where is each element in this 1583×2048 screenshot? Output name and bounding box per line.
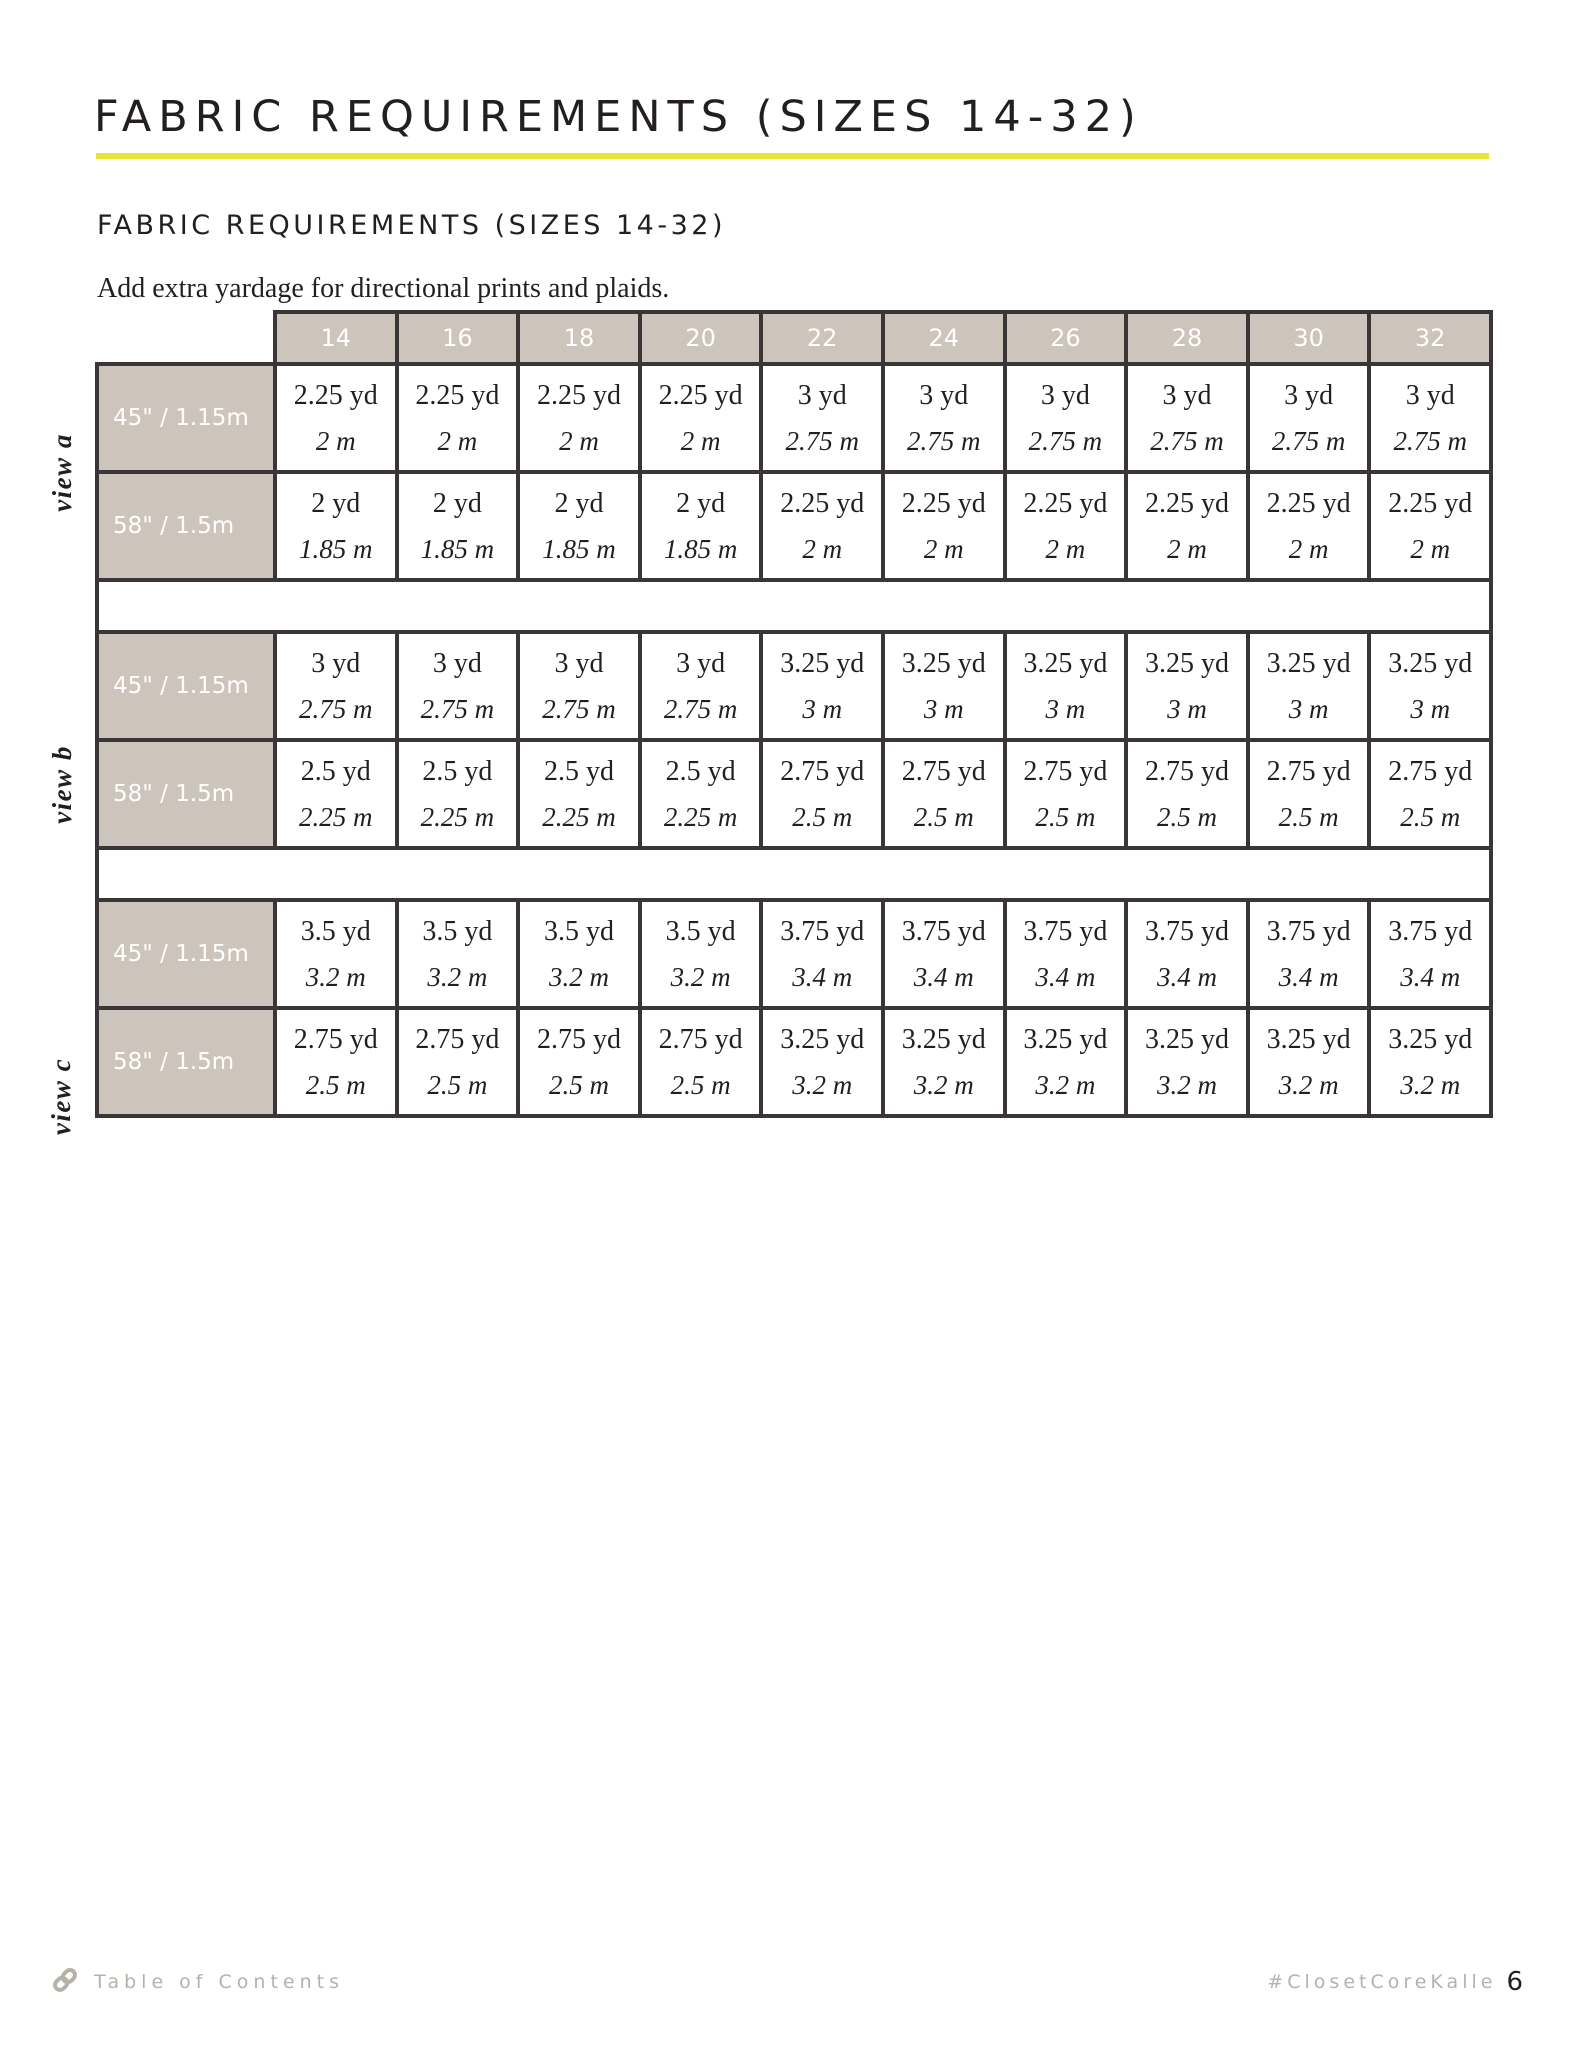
- yardage-value: 2.25 yd: [1388, 487, 1473, 519]
- yardage-value: 3 yd: [432, 647, 482, 679]
- meters-value: 2.75 m: [1028, 425, 1103, 456]
- view-label-a: view a: [46, 432, 77, 512]
- meters-value: 2.5 m: [548, 1069, 609, 1100]
- size-header-18: 18: [520, 314, 638, 362]
- yardage-value: 2.75 yd: [1266, 755, 1351, 787]
- table-grid: [99, 314, 1489, 1100]
- requirement-cell: [1371, 474, 1489, 578]
- meters-value: 2.5 m: [1400, 801, 1461, 832]
- yardage-value: 2.5 yd: [543, 755, 614, 787]
- yardage-value: 3.25 yd: [1023, 647, 1108, 679]
- meters-value: 2.75 m: [420, 693, 495, 724]
- size-header-30: 30: [1250, 314, 1368, 362]
- size-header-28: 28: [1128, 314, 1246, 362]
- meters-value: 3.2 m: [913, 1069, 974, 1100]
- yardage-value: 2.75 yd: [1144, 755, 1229, 787]
- yardage-value: 3.5 yd: [665, 915, 736, 947]
- yardage-value: 2.25 yd: [658, 379, 743, 411]
- meters-value: 1.85 m: [420, 533, 495, 564]
- requirement-cell: [520, 742, 638, 846]
- meters-value: 3.2 m: [1278, 1069, 1339, 1100]
- yardage-value: 2.75 yd: [415, 1023, 500, 1055]
- yardage-value: 3.25 yd: [1023, 1023, 1108, 1055]
- yardage-value: 2.75 yd: [780, 755, 865, 787]
- requirement-cell: [399, 366, 517, 470]
- requirement-cell: [1371, 902, 1489, 1006]
- yardage-value: 3.25 yd: [1144, 1023, 1229, 1055]
- meters-value: 2.5 m: [1035, 801, 1096, 832]
- header-corner: [99, 314, 273, 362]
- yardage-value: 2.75 yd: [536, 1023, 621, 1055]
- yardage-value: 3 yd: [311, 647, 361, 679]
- fabric-width-label: 58" / 1.5m: [99, 474, 273, 578]
- meters-value: 3 m: [923, 693, 964, 724]
- yardage-value: 2.25 yd: [536, 379, 621, 411]
- yardage-value: 2.25 yd: [293, 379, 378, 411]
- meters-value: 2.75 m: [663, 693, 738, 724]
- yardage-value: 2.5 yd: [422, 755, 493, 787]
- requirement-cell: [520, 902, 638, 1006]
- fabric-requirements-table: [46, 314, 1489, 1135]
- fabric-width-label: 58" / 1.5m: [99, 742, 273, 846]
- requirement-cell: [399, 742, 517, 846]
- requirement-cell: [885, 902, 1003, 1006]
- requirement-cell: [1250, 742, 1368, 846]
- view-label-c: view c: [46, 1057, 77, 1135]
- requirement-cell: [1250, 474, 1368, 578]
- meters-value: 2.25 m: [542, 801, 616, 832]
- yardage-value: 3.75 yd: [1388, 915, 1473, 947]
- yardage-value: 2.25 yd: [780, 487, 865, 519]
- requirement-cell: [885, 1010, 1003, 1114]
- meters-value: 3.4 m: [1278, 961, 1339, 992]
- yardage-value: 2.75 yd: [293, 1023, 378, 1055]
- meters-value: 3.2 m: [1400, 1069, 1461, 1100]
- yardage-value: 3.5 yd: [300, 915, 371, 947]
- size-header-26: 26: [1007, 314, 1125, 362]
- yardage-value: 2.75 yd: [1023, 755, 1108, 787]
- requirement-cell: [1128, 634, 1246, 738]
- meters-value: 3.2 m: [427, 961, 488, 992]
- meters-value: 2.25 m: [299, 801, 373, 832]
- yardage-value: 2.75 yd: [901, 755, 986, 787]
- yardage-value: 2.25 yd: [1266, 487, 1351, 519]
- meters-value: 2.5 m: [1278, 801, 1339, 832]
- yardage-value: 2 yd: [676, 487, 726, 519]
- fabric-width-label: 45" / 1.15m: [99, 902, 273, 1006]
- yardage-value: 2.5 yd: [665, 755, 736, 787]
- requirement-cell: [277, 474, 395, 578]
- requirement-cell: [1371, 742, 1489, 846]
- meters-value: 2 m: [1410, 533, 1451, 564]
- meters-value: 2.75 m: [1150, 425, 1224, 456]
- yardage-value: 2.25 yd: [901, 487, 986, 519]
- requirement-cell: [1007, 634, 1125, 738]
- yardage-value: 2.25 yd: [415, 379, 500, 411]
- meters-value: 3.2 m: [305, 961, 366, 992]
- requirement-cell: [1007, 366, 1125, 470]
- size-header-16: 16: [399, 314, 517, 362]
- meters-value: 2 m: [802, 533, 843, 564]
- meters-value: 2 m: [1045, 533, 1086, 564]
- yardage-value: 3.25 yd: [901, 647, 986, 679]
- yardage-value: 2.25 yd: [1144, 487, 1229, 519]
- requirement-cell: [1007, 1010, 1125, 1114]
- requirement-cell: [1128, 742, 1246, 846]
- requirement-cell: [763, 474, 881, 578]
- page-title: FABRIC REQUIREMENTS (SIZES 14-32): [94, 92, 1143, 142]
- yardage-value: 3.75 yd: [1266, 915, 1351, 947]
- yardage-value: 3.5 yd: [543, 915, 614, 947]
- meters-value: 2.75 m: [299, 693, 373, 724]
- meters-value: 2.75 m: [907, 425, 981, 456]
- requirement-cell: [1128, 366, 1246, 470]
- meters-value: 2.75 m: [542, 693, 616, 724]
- meters-value: 2 m: [1167, 533, 1207, 564]
- requirement-cell: [1128, 474, 1246, 578]
- meters-value: 1.85 m: [663, 533, 738, 564]
- meters-value: 3.2 m: [548, 961, 609, 992]
- yardage-value: 2 yd: [554, 487, 604, 519]
- yardage-value: 3 yd: [797, 379, 847, 411]
- meters-value: 2.5 m: [427, 1069, 488, 1100]
- yardage-value: 3.25 yd: [1266, 647, 1351, 679]
- yardage-value: 3 yd: [676, 647, 726, 679]
- view-separator: [99, 582, 1489, 630]
- requirement-cell: [520, 1010, 638, 1114]
- meters-value: 2.5 m: [1156, 801, 1217, 832]
- hashtag: #ClosetCoreKalle: [1267, 1971, 1497, 1993]
- page-number: 6: [1506, 1967, 1523, 1997]
- requirement-cell: [885, 634, 1003, 738]
- requirement-cell: [1128, 1010, 1246, 1114]
- yardage-value: 3 yd: [554, 647, 604, 679]
- requirement-cell: [277, 742, 395, 846]
- requirement-cell: [885, 366, 1003, 470]
- meters-value: 3.2 m: [1035, 1069, 1096, 1100]
- requirement-cell: [642, 366, 760, 470]
- requirement-cell: [1007, 742, 1125, 846]
- yardage-value: 3.25 yd: [1388, 1023, 1473, 1055]
- table-of-contents-label: Table of Contents: [94, 1971, 344, 1993]
- meters-value: 2 m: [680, 425, 721, 456]
- size-header-14: 14: [277, 314, 395, 362]
- meters-value: 2.25 m: [663, 801, 738, 832]
- requirement-cell: [642, 634, 760, 738]
- requirement-cell: [399, 634, 517, 738]
- meters-value: 3.4 m: [792, 961, 853, 992]
- yardage-value: 3.75 yd: [1023, 915, 1108, 947]
- yardage-value: 2.5 yd: [300, 755, 371, 787]
- yardage-value: 3 yd: [1284, 379, 1334, 411]
- requirement-cell: [1007, 902, 1125, 1006]
- requirement-cell: [277, 634, 395, 738]
- meters-value: 3.2 m: [670, 961, 731, 992]
- yardage-value: 3.25 yd: [1388, 647, 1473, 679]
- requirement-cell: [885, 742, 1003, 846]
- yardage-value: 3.25 yd: [1144, 647, 1229, 679]
- requirement-cell: [763, 634, 881, 738]
- requirement-cell: [642, 474, 760, 578]
- meters-value: 2.5 m: [305, 1069, 366, 1100]
- requirement-cell: [1128, 902, 1246, 1006]
- requirement-cell: [520, 366, 638, 470]
- meters-value: 2 m: [1288, 533, 1329, 564]
- yardage-value: 3.5 yd: [422, 915, 493, 947]
- meters-value: 3.4 m: [1400, 961, 1461, 992]
- requirement-cell: [277, 366, 395, 470]
- meters-value: 2.5 m: [913, 801, 974, 832]
- requirement-cell: [763, 366, 881, 470]
- requirement-cell: [277, 902, 395, 1006]
- requirement-cell: [763, 1010, 881, 1114]
- meters-value: 2.75 m: [1271, 425, 1346, 456]
- yardage-value: 2.75 yd: [658, 1023, 743, 1055]
- yardage-value: 3.75 yd: [1144, 915, 1229, 947]
- fabric-width-label: 45" / 1.15m: [99, 634, 273, 738]
- size-header-20: 20: [642, 314, 760, 362]
- requirement-cell: [1007, 474, 1125, 578]
- requirement-cell: [1371, 1010, 1489, 1114]
- requirement-cell: [520, 474, 638, 578]
- meters-value: 3.4 m: [913, 961, 974, 992]
- meters-value: 2.5 m: [670, 1069, 731, 1100]
- meters-value: 2.25 m: [420, 801, 495, 832]
- requirement-cell: [1250, 634, 1368, 738]
- yardage-value: 2 yd: [432, 487, 482, 519]
- yardage-value: 3.25 yd: [780, 647, 865, 679]
- requirement-cell: [885, 474, 1003, 578]
- meters-value: 3 m: [1167, 693, 1207, 724]
- meters-value: 2 m: [437, 425, 478, 456]
- requirement-cell: [1371, 366, 1489, 470]
- footer-hashtag-area: [1267, 1962, 1523, 2002]
- meters-value: 2 m: [315, 425, 356, 456]
- fabric-width-label: 58" / 1.5m: [99, 1010, 273, 1114]
- meters-value: 1.85 m: [542, 533, 616, 564]
- yardage-value: 3.25 yd: [901, 1023, 986, 1055]
- meters-value: 3.2 m: [792, 1069, 853, 1100]
- table-of-contents-link[interactable]: [50, 1965, 344, 1999]
- fabric-width-label: 45" / 1.15m: [99, 366, 273, 470]
- requirement-cell: [642, 742, 760, 846]
- yardage-value: 2.25 yd: [1023, 487, 1108, 519]
- meters-value: 2.75 m: [1393, 425, 1467, 456]
- meters-value: 3.4 m: [1156, 961, 1217, 992]
- requirement-cell: [1250, 1010, 1368, 1114]
- meters-value: 3.4 m: [1035, 961, 1096, 992]
- requirement-cell: [520, 634, 638, 738]
- yardage-value: 3 yd: [1040, 379, 1090, 411]
- yardage-note: Add extra yardage for directional prints and plaids.: [97, 273, 670, 304]
- meters-value: 1.85 m: [299, 533, 373, 564]
- meters-value: 3 m: [802, 693, 843, 724]
- requirement-cell: [399, 1010, 517, 1114]
- view-label-b: view b: [46, 744, 77, 824]
- requirement-cell: [1250, 366, 1368, 470]
- requirement-cell: [399, 902, 517, 1006]
- requirement-cell: [399, 474, 517, 578]
- meters-value: 3 m: [1288, 693, 1329, 724]
- requirement-cell: [1371, 634, 1489, 738]
- requirement-cell: [763, 902, 881, 1006]
- yardage-value: 3.25 yd: [1266, 1023, 1351, 1055]
- yardage-value: 3 yd: [919, 379, 969, 411]
- yardage-value: 3.75 yd: [780, 915, 865, 947]
- yardage-value: 3.75 yd: [901, 915, 986, 947]
- meters-value: 3.2 m: [1156, 1069, 1217, 1100]
- requirement-cell: [1250, 902, 1368, 1006]
- requirement-cell: [763, 742, 881, 846]
- yardage-value: 2.75 yd: [1388, 755, 1473, 787]
- meters-value: 2 m: [559, 425, 599, 456]
- yardage-value: 3 yd: [1405, 379, 1455, 411]
- size-header-22: 22: [763, 314, 881, 362]
- meters-value: 2 m: [923, 533, 964, 564]
- meters-value: 3 m: [1045, 693, 1086, 724]
- meters-value: 3 m: [1410, 693, 1451, 724]
- link-icon: [50, 1965, 80, 2000]
- size-header-32: 32: [1371, 314, 1489, 362]
- meters-value: 2.5 m: [792, 801, 853, 832]
- requirement-cell: [277, 1010, 395, 1114]
- size-header-24: 24: [885, 314, 1003, 362]
- meters-value: 2.75 m: [785, 425, 859, 456]
- section-title: FABRIC REQUIREMENTS (SIZES 14-32): [97, 210, 726, 241]
- requirement-cell: [642, 1010, 760, 1114]
- yardage-value: 2 yd: [311, 487, 361, 519]
- title-underline: [96, 153, 1489, 159]
- requirement-cell: [642, 902, 760, 1006]
- yardage-value: 3 yd: [1162, 379, 1212, 411]
- yardage-value: 3.25 yd: [780, 1023, 865, 1055]
- view-separator: [99, 850, 1489, 898]
